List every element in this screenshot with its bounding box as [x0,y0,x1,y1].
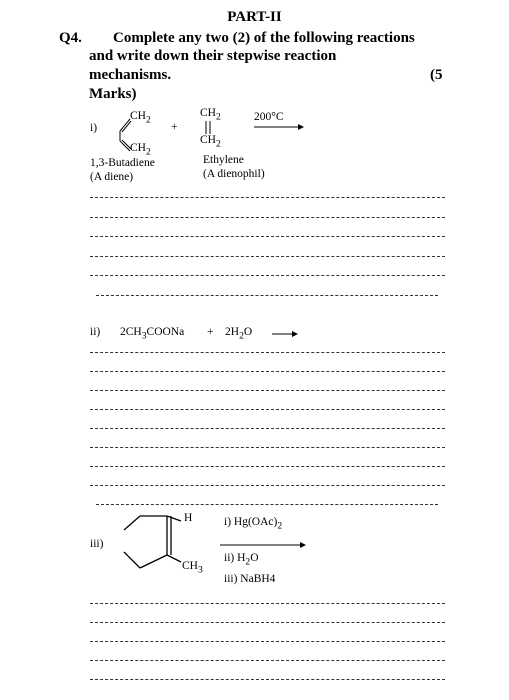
alkene-ch3-label: $CH_3$ [182,560,203,576]
alkene-arm-top-left [124,516,140,530]
answer-line [96,504,438,505]
ethylene-ch2-bottom: $CH_2$ [200,134,221,150]
alkene-bond-h [167,516,181,521]
reaction-2-arrowhead [292,331,298,337]
reaction-1-arrowhead [298,124,304,130]
diene-ch2-bottom: $CH_2$ [130,142,151,158]
marks-open: (5 [430,67,443,83]
answer-line [90,371,445,372]
answer-line [90,256,445,257]
question-number: Q4. [59,30,82,46]
question-line-2: and write down their stepwise reaction [89,48,337,64]
reaction-3-step-1: i) $Hg(OAc)_2$ [224,516,283,532]
ethylene-role: (A dienophil) [203,168,265,180]
reaction-2-reactant-2: $2H_2O$ [225,326,253,342]
answer-line [90,275,445,276]
answer-line [90,217,445,218]
answer-line [90,660,445,661]
answer-line [90,679,445,680]
ethylene-ch2-top: $CH_2$ [200,107,221,123]
alkene-arm-bottom [140,555,167,568]
answer-line [90,447,445,448]
ethylene-name: Ethylene [203,154,244,166]
answer-line [90,390,445,391]
page-title: PART-II [227,9,282,25]
answer-line [90,603,445,604]
question-line-1: Complete any two (2) of the following reactions [113,30,415,46]
reaction-3-step-2: ii) $H_2O$ [224,552,259,568]
reaction-3-arrowhead [300,542,306,548]
reaction-2-plus: + [207,326,214,338]
answer-line [90,622,445,623]
answer-line [96,295,438,296]
diene-ch2-top: $CH_2$ [130,110,151,126]
answer-line [90,428,445,429]
answer-line [90,466,445,467]
diene-bond-top [120,119,130,131]
answer-line [90,641,445,642]
reaction-1-condition: 200°C [254,111,284,123]
reaction-3-label: iii) [90,538,104,550]
diene-name: 1,3-Butadiene [90,157,155,169]
reaction-2-label: ii) [90,326,101,338]
alkene-bond-ch3 [167,555,181,562]
reaction-1-plus: + [171,121,178,133]
answer-line [90,485,445,486]
answer-line [90,197,445,198]
diene-role: (A diene) [90,171,134,183]
alkene-arm-bottom-left [124,552,140,568]
reaction-1-label: i) [90,122,98,134]
reaction-3-step-3: iii) NaBH4 [224,573,276,585]
reaction-2-reactant-1: $2CH_3COONa$ [120,326,185,342]
answer-line [90,409,445,410]
answer-line [90,352,445,353]
marks-close: Marks) [89,86,137,102]
alkene-h-label: H [184,512,193,524]
question-line-3: mechanisms. [89,67,172,83]
answer-line [90,236,445,237]
